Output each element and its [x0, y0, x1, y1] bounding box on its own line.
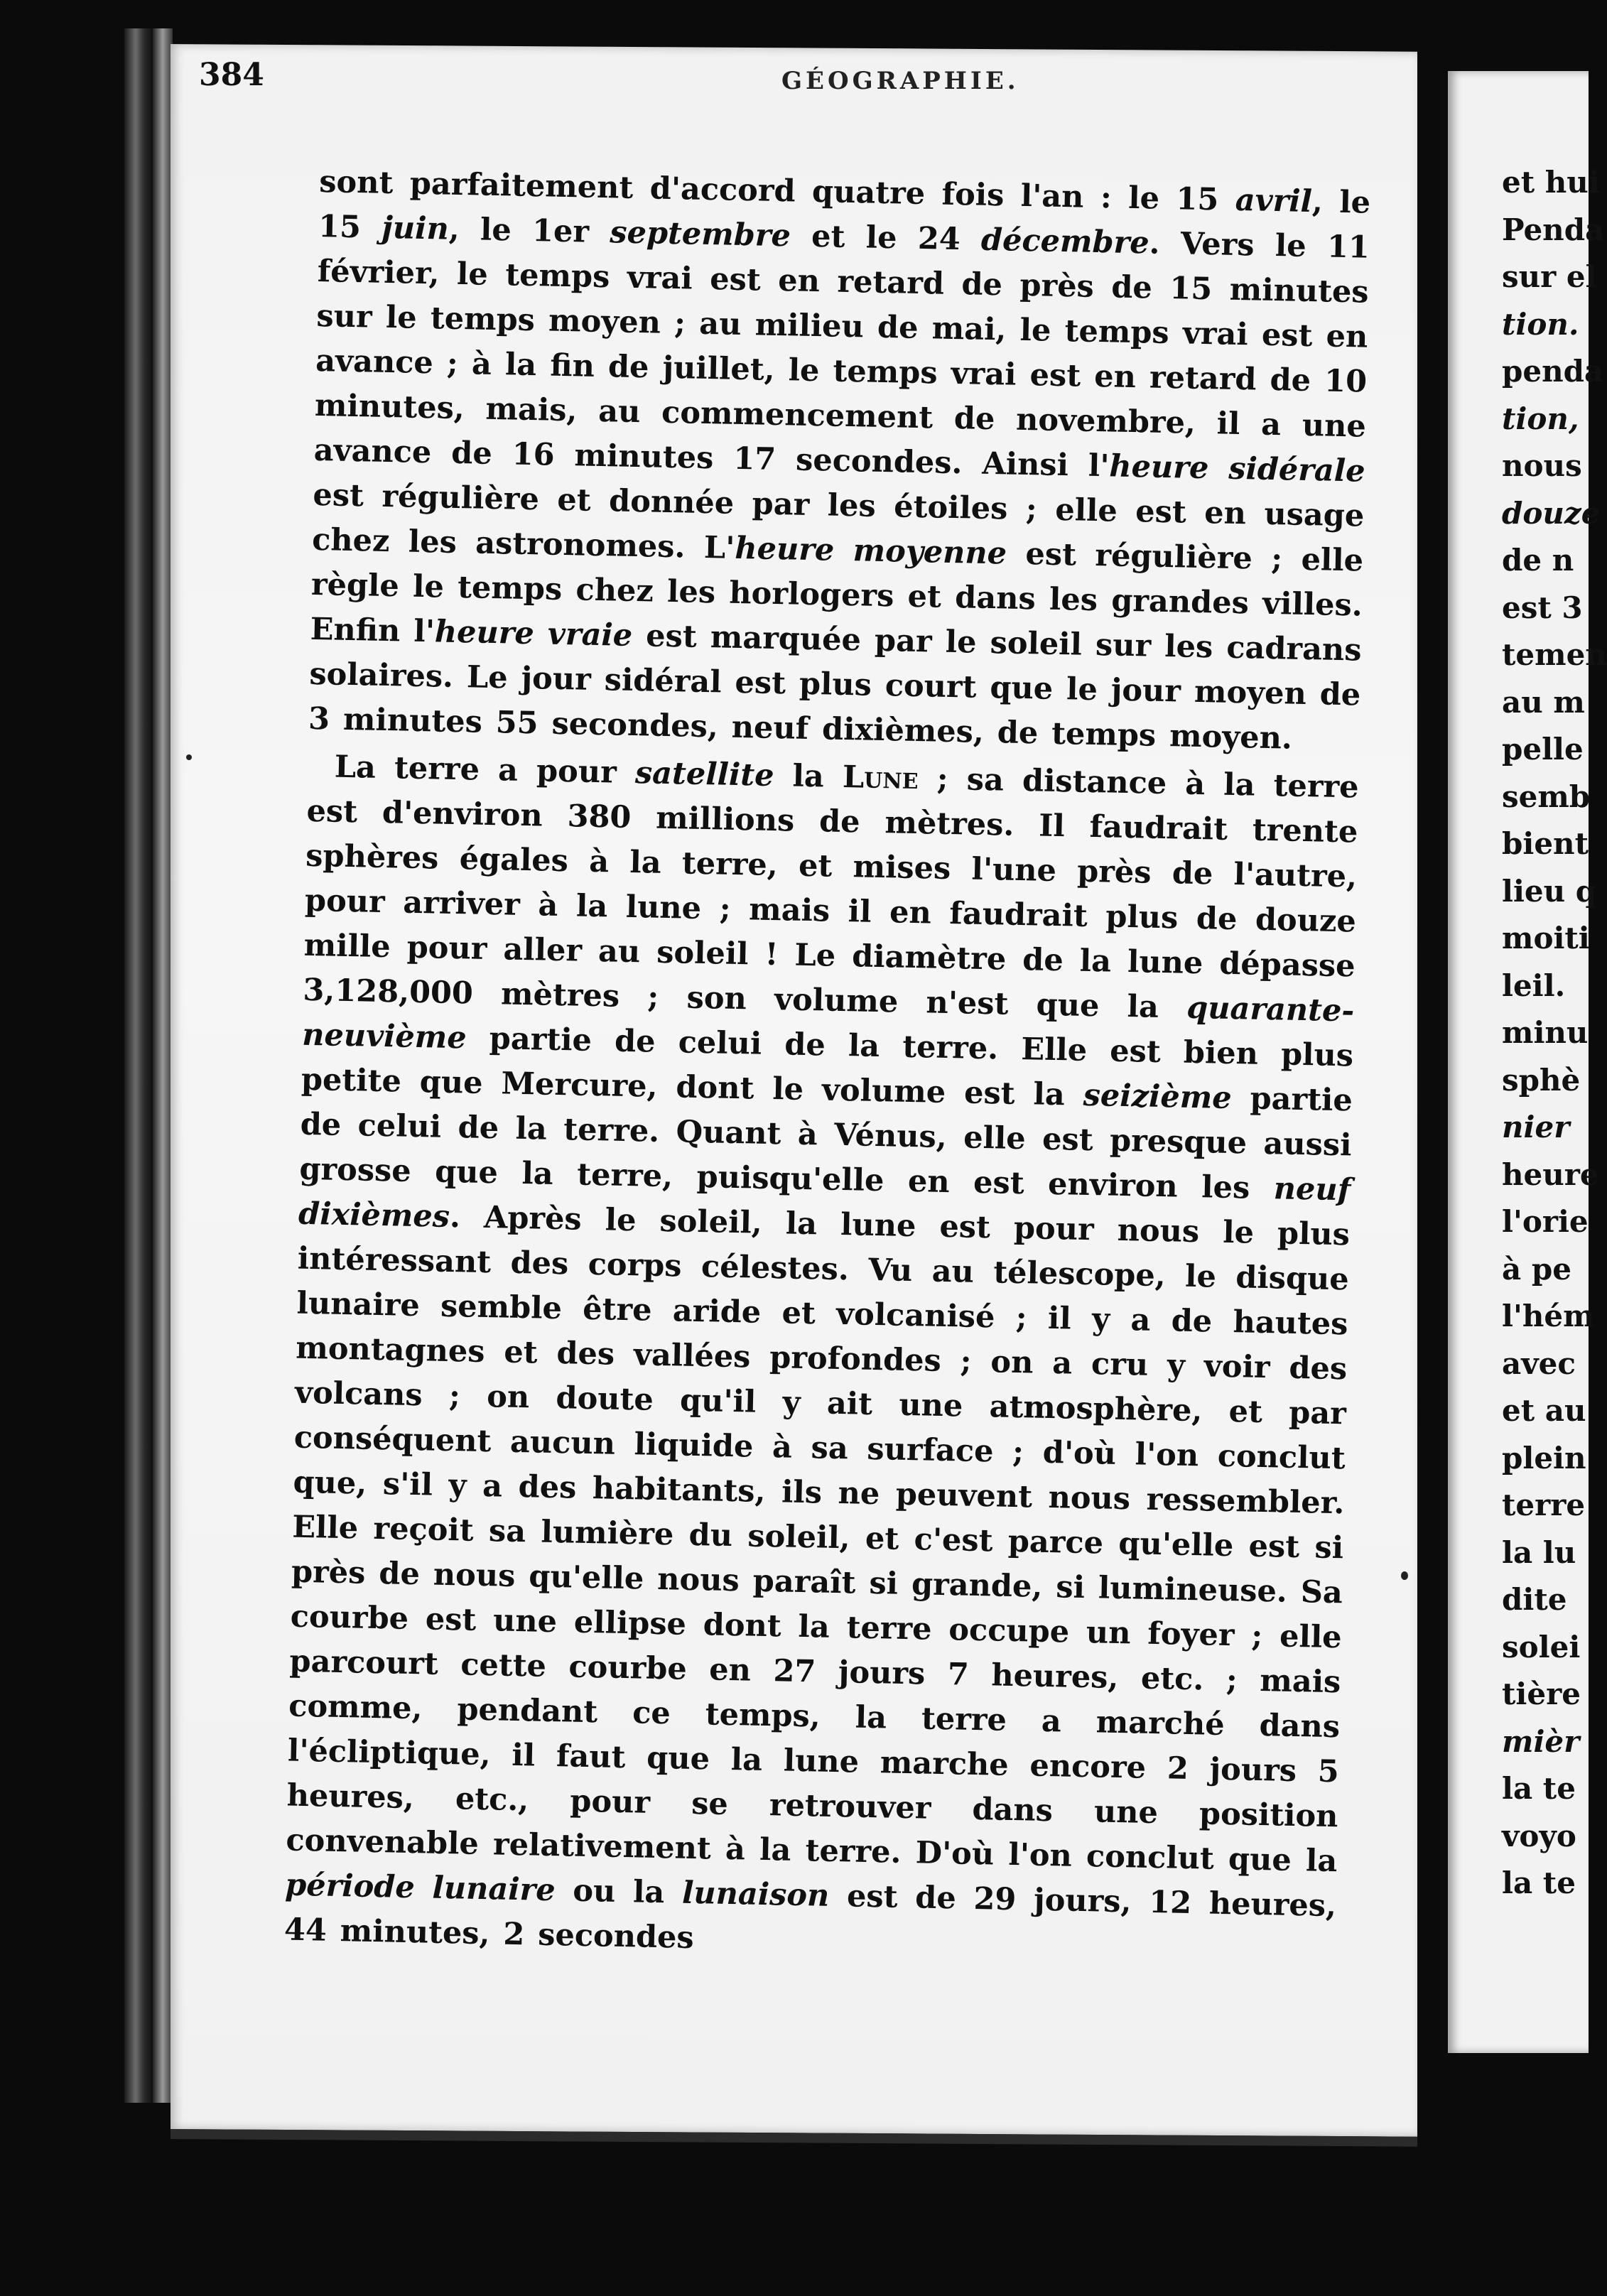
page-header: [199, 57, 1364, 107]
facing-page-line: minu: [1502, 1015, 1589, 1050]
facing-page-line: et hui: [1502, 165, 1600, 200]
facing-page-line: semb: [1502, 779, 1591, 814]
scan-speck: [186, 754, 192, 760]
facing-page-line: penda: [1502, 354, 1604, 389]
facing-page-line: à pe: [1502, 1251, 1571, 1287]
facing-page-line: la te: [1502, 1771, 1576, 1806]
facing-page-line: Penda: [1502, 212, 1605, 247]
facing-page-line: plein: [1502, 1440, 1586, 1475]
facing-page-line: au m: [1502, 684, 1585, 720]
facing-page-line: nier: [1502, 1110, 1570, 1144]
facing-page-line: heure: [1502, 1157, 1599, 1192]
binding-edge: [124, 28, 153, 2103]
facing-page-line: la te: [1502, 1866, 1576, 1900]
facing-page-line: nous: [1502, 448, 1582, 483]
paragraph-2: La terre a pour satellite la Lune ; sa distance à la terre est d'environ 380 millions de mètres. Il faudrait trente sphères égales à la terre, et mises l'une près de l'autre, pour arriver à la lune ; mais il en faudrait plus de douze mille pour aller au soleil ! Le diamètre de la lune dépasse 3,128,000 mètres ; son volume n'est que la quarante-neuvième partie de celui de la terre. Elle est bien plus petite que Mercure, dont le volume est la seizième partie de celui de la terre. Quant à Vénus, elle est presque aussi grosse que la terre, puisqu'elle en est environ les neuf dixièmes. Après le soleil, la lune est pour nous le plus intéressant des corps célestes. Vu au télescope, le disque lunaire semble être aride et volcanisé ; il y a de hautes montagnes et des vallées profondes ; on a cru y voir des volcans ; on doute qu'il y ait une atmosphère, et par conséquent aucun liquide à sa surface ; d'où l'on conclut que, s'il y a des habitants, ils ne peuvent nous ressembler. Elle reçoit sa lumière du soleil, et c'est parce qu'elle est si près de nous qu'elle nous paraît si grande, si lumineuse. Sa courbe est une ellipse dont la terre occupe un foyer ; elle parcourt cette courbe en 27 jours 7 heures, etc. ; mais comme, pendant ce temps, la terre a marché dans l'écliptique, il faut que la lune marche encore 2 jours 5 heures, etc., pour se retrouver dans une position convenable relativement à la terre. D'où l'on conclut que la période lunaire ou la lunaison est de 29 jours, 12 heures, 44 minutes, 2 secondes: [283, 749, 1360, 1956]
facing-page-line: de n: [1502, 543, 1574, 578]
facing-page-line: tière: [1502, 1677, 1581, 1711]
facing-page-line: temen: [1502, 637, 1607, 672]
facing-page-line: terre: [1502, 1488, 1586, 1522]
facing-page-fragment: [1448, 71, 1607, 2053]
facing-page-line: sur el: [1502, 259, 1597, 294]
facing-page-line: sphè: [1502, 1062, 1581, 1098]
facing-page-line: bient: [1502, 826, 1589, 861]
facing-page-line: l'hém: [1502, 1299, 1595, 1333]
running-head: GÉOGRAPHIE.: [781, 67, 1019, 95]
facing-page-line: et au: [1502, 1393, 1586, 1428]
facing-page-line: moiti: [1502, 921, 1590, 955]
facing-page-line: solei: [1502, 1629, 1581, 1664]
facing-page-line: dite: [1502, 1582, 1567, 1617]
facing-page-line: tion.: [1502, 306, 1579, 342]
facing-page-line: est 3: [1502, 590, 1583, 625]
facing-page-line: pelle: [1502, 732, 1584, 767]
facing-page-line: mièr: [1502, 1723, 1580, 1759]
body-text: [283, 160, 1370, 1976]
page-number: 384: [199, 57, 264, 93]
facing-page-line: l'orie: [1502, 1204, 1589, 1239]
facing-page-line: avec: [1502, 1345, 1576, 1381]
facing-page-line: douze: [1502, 495, 1601, 531]
paragraph-1: sont parfaitement d'accord quatre fois l'an : le 15 avril, le 15 juin, le 1er septembre et le 24 décembre. Vers le 11 février, le temps vrai est en retard de près de 15 minutes sur le temps moyen ; au milieu de mai, le temps vrai est en avance ; à la fin de juillet, le temps vrai est en retard de 10 minutes, mais, au commencement de novembre, il a une avance de 16 minutes 17 secondes. Ainsi l'heure sidérale est régulière et donnée par les étoiles ; elle est en usage chez les astronomes. L'heure moyenne est régulière ; elle règle le temps chez les horlogers et dans les grandes villes. Enfin l'heure vraie est marquée par le soleil sur les cadrans solaires. Le jour sidéral est plus court que le jour moyen de 3 minutes 55 secondes, neuf dixièmes, de temps moyen.: [308, 163, 1371, 757]
scan-speck: [1401, 1571, 1408, 1580]
facing-page-line: leil.: [1502, 968, 1566, 1003]
facing-page-line: voyo: [1502, 1818, 1576, 1853]
facing-page-line: tion,: [1502, 401, 1579, 436]
page-edge: [153, 28, 173, 2103]
facing-page-line: la lu: [1502, 1534, 1576, 1570]
facing-page-line: lieu q: [1502, 873, 1597, 909]
